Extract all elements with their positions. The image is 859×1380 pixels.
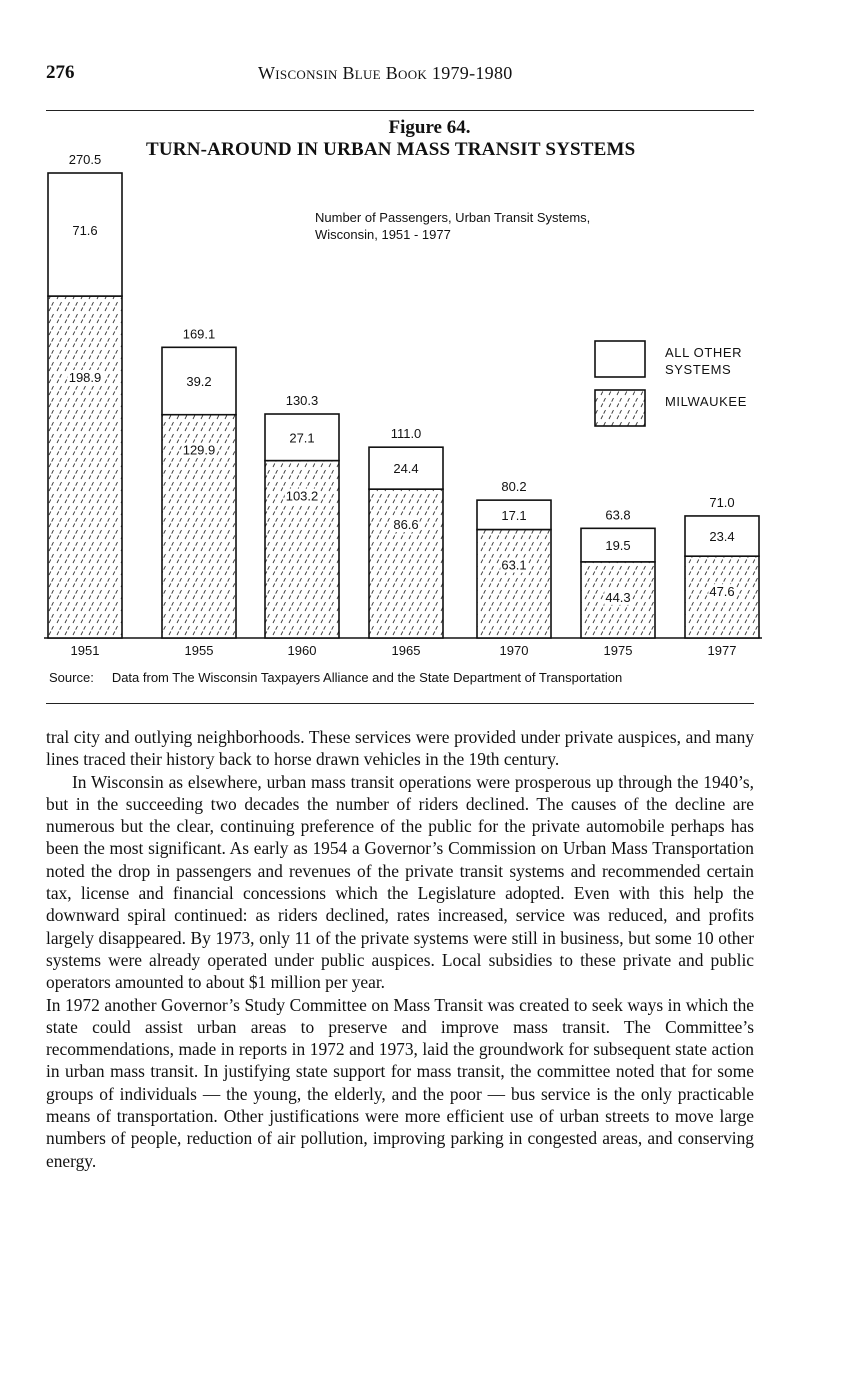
figure-title: TURN-AROUND IN URBAN MASS TRANSIT SYSTEMS xyxy=(146,139,636,160)
label-other-1977: 23.4 xyxy=(709,529,735,545)
label-milwaukee-1965: 86.6 xyxy=(393,517,419,533)
paragraph-3: In 1972 another Governor’s Study Committee on Mass Transit was created to seek ways in which the state could assist urban areas to preserve and improve mass transit. The Committee’s recommendations, made in reports in 1972 and 1973, laid the groundwork for subsequent state action in urban mass transit. In justifying state support for mass transit, the committee noted that for some groups of individuals — the young, the elderly, and the poor — bus service is the only practicable means of transportation. Other justifications were more efficient use of urban streets to move large numbers of people, reduction of air pollution, improving parking in congested areas, and conserving energy. xyxy=(46,994,754,1171)
body-text xyxy=(46,726,754,1172)
label-milwaukee-1977: 47.6 xyxy=(709,584,735,600)
legend-label-milwaukee-1: MILWAUKEE xyxy=(665,394,747,409)
bar-milwaukee-1951 xyxy=(48,296,122,638)
tick-label-1975: 1975 xyxy=(603,643,633,658)
source-text: Data from The Wisconsin Taxpayers Alliance and the State Department of Transportation xyxy=(111,670,623,685)
label-milwaukee-1951: 198.9 xyxy=(68,370,102,385)
bar-milwaukee-1970 xyxy=(477,530,551,638)
label-milwaukee-1960: 103.2 xyxy=(285,488,319,504)
tick-label-1977: 1977 xyxy=(707,643,737,658)
label-total-1955: 169.1 xyxy=(182,326,216,342)
label-other-1965: 24.4 xyxy=(393,461,419,477)
tick-label-1965: 1965 xyxy=(391,643,421,658)
source-label: Source: xyxy=(49,670,94,685)
label-total-1951: 270.5 xyxy=(68,152,102,167)
figure-number: Figure 64. xyxy=(388,117,471,138)
page-number: 276 xyxy=(46,62,75,83)
label-milwaukee-1970: 63.1 xyxy=(501,557,527,573)
paragraph-1: tral city and outlying neighborhoods. These services were provided under private auspices, and many lines traced their history back to horse drawn vehicles in the 19th century. xyxy=(46,727,754,770)
figure-source xyxy=(49,670,622,685)
label-milwaukee-1975: 44.3 xyxy=(605,589,631,605)
label-other-1955: 39.2 xyxy=(186,374,212,390)
tick-label-1960: 1960 xyxy=(287,643,317,658)
legend-swatch-other xyxy=(595,341,645,377)
tick-label-1955: 1955 xyxy=(184,643,214,658)
legend-label-other-2: SYSTEMS xyxy=(665,362,732,377)
tick-label-1970: 1970 xyxy=(499,643,529,658)
legend-swatch-milwaukee xyxy=(595,390,645,426)
label-other-1960: 27.1 xyxy=(289,430,315,446)
label-total-1970: 80.2 xyxy=(501,479,527,495)
label-total-1977: 71.0 xyxy=(709,494,735,510)
label-total-1965: 111.0 xyxy=(390,426,422,442)
chart-subtitle-line-1: Number of Passengers, Urban Transit Systems, xyxy=(315,210,591,225)
bar-milwaukee-1960 xyxy=(265,461,339,638)
label-other-1975: 19.5 xyxy=(605,538,631,554)
legend-label-other-1: ALL OTHER xyxy=(665,345,743,360)
chart-subtitle-line-2: Wisconsin, 1951 - 1977 xyxy=(315,227,451,242)
label-total-1960: 130.3 xyxy=(285,393,319,409)
bottom-rule xyxy=(46,703,754,704)
paragraph-2: In Wisconsin as elsewhere, urban mass transit operations were prosperous up through the 1940’s, but in the succeeding two decades the number of riders declined. The causes of the decline are numerous but the clear, continuing preference of the public for the private automobile perhaps has been the most significant. As early as 1954 a Governor’s Commission on Urban Mass Transportation noted the drop in passengers and revenues of the private transit systems and recommended certain tax, license and financial concessions which the Legislature adopted. Even with this help the downward spiral continued: as riders declined, rates increased, service was reduced, and profits largely disappeared. By 1973, only 11 of the private systems were still in business, but some 10 other systems were already operated under public auspices. Local subsidies to these private and public operators amounted to about $1 million per year. xyxy=(46,771,754,993)
bar-milwaukee-1965 xyxy=(369,489,443,638)
tick-label-1951: 1951 xyxy=(70,643,100,658)
label-total-1975: 63.8 xyxy=(605,507,631,523)
label-other-1951: 71.6 xyxy=(72,223,98,238)
label-milwaukee-1955: 129.9 xyxy=(182,442,216,458)
running-head: Wisconsin Blue Book 1979-1980 xyxy=(258,63,513,83)
label-other-1970: 17.1 xyxy=(501,507,527,523)
